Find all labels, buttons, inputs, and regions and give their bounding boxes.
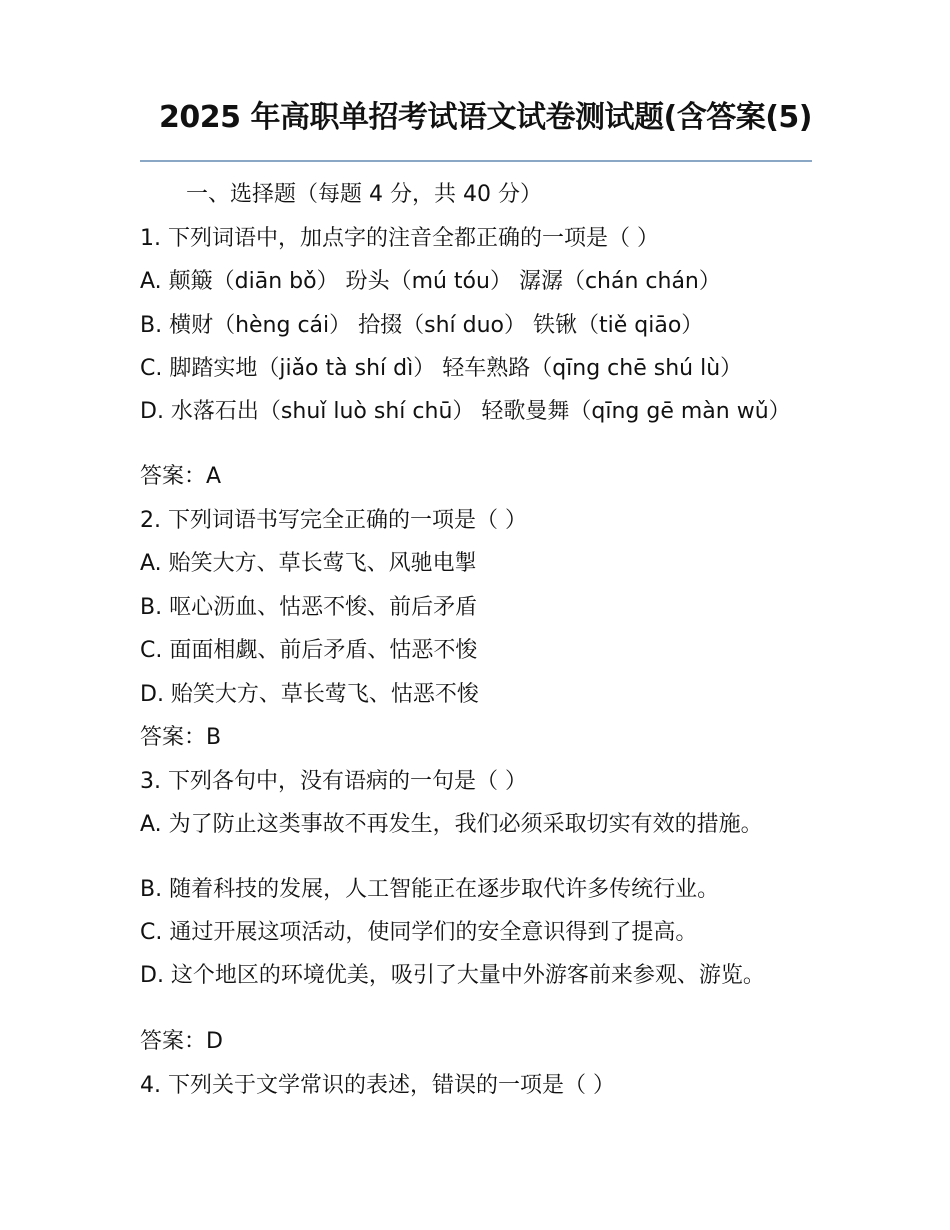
question-2-option-a: A. 贻笑大方、草长莺飞、风驰电掣 [140,551,477,576]
question-1-option-c: C. 脚踏实地（jiǎo tà shí dì） 轻车熟路（qīng chē shú lù） [140,356,743,381]
question-1-option-a: A. 颠簸（diān bǒ） 玢头（mú tóu） 潺潺（chán chán） [140,269,721,294]
question-1-option-d: D. 水落石出（shuǐ luò shí chū） 轻歌曼舞（qīng gē màn wǔ） [140,399,791,424]
question-2-option-b: B. 呕心沥血、怙恶不悛、前后矛盾 [140,595,478,620]
question-3-option-c: C. 通过开展这项活动，使同学们的安全意识得到了提高。 [140,920,698,945]
question-2-stem: 2. 下列词语书写完全正确的一项是（ ） [140,508,527,533]
question-1-option-b: B. 横财（hèng cái） 拾掇（shí duo） 铁锹（tiě qiāo） [140,313,704,338]
question-3-option-a: A. 为了防止这类事故不再发生，我们必须采取切实有效的措施。 [140,812,763,837]
question-3-option-d: D. 这个地区的环境优美，吸引了大量中外游客前来参观、游览。 [140,963,765,988]
section-heading: 一、选择题（每题 4 分，共 40 分） [186,182,542,207]
question-2-option-d: D. 贻笑大方、草长莺飞、怙恶不悛 [140,682,479,707]
question-2-option-c: C. 面面相觑、前后矛盾、怙恶不悛 [140,638,478,663]
question-3-stem: 3. 下列各句中，没有语病的一句是（ ） [140,769,527,794]
document-title: 2025 年高职单招考试语文试卷测试题(含答案(5) [159,100,812,135]
question-1-stem: 1. 下列词语中，加点字的注音全都正确的一项是（ ） [140,226,659,251]
question-3-option-b: B. 随着科技的发展，人工智能正在逐步取代许多传统行业。 [140,877,720,902]
question-1-answer: 答案：A [140,464,222,489]
question-2-answer: 答案：B [140,725,222,750]
question-4-stem: 4. 下列关于文学常识的表述，错误的一项是（ ） [140,1073,615,1098]
title-underline [140,160,812,162]
question-3-answer: 答案：D [140,1029,223,1054]
